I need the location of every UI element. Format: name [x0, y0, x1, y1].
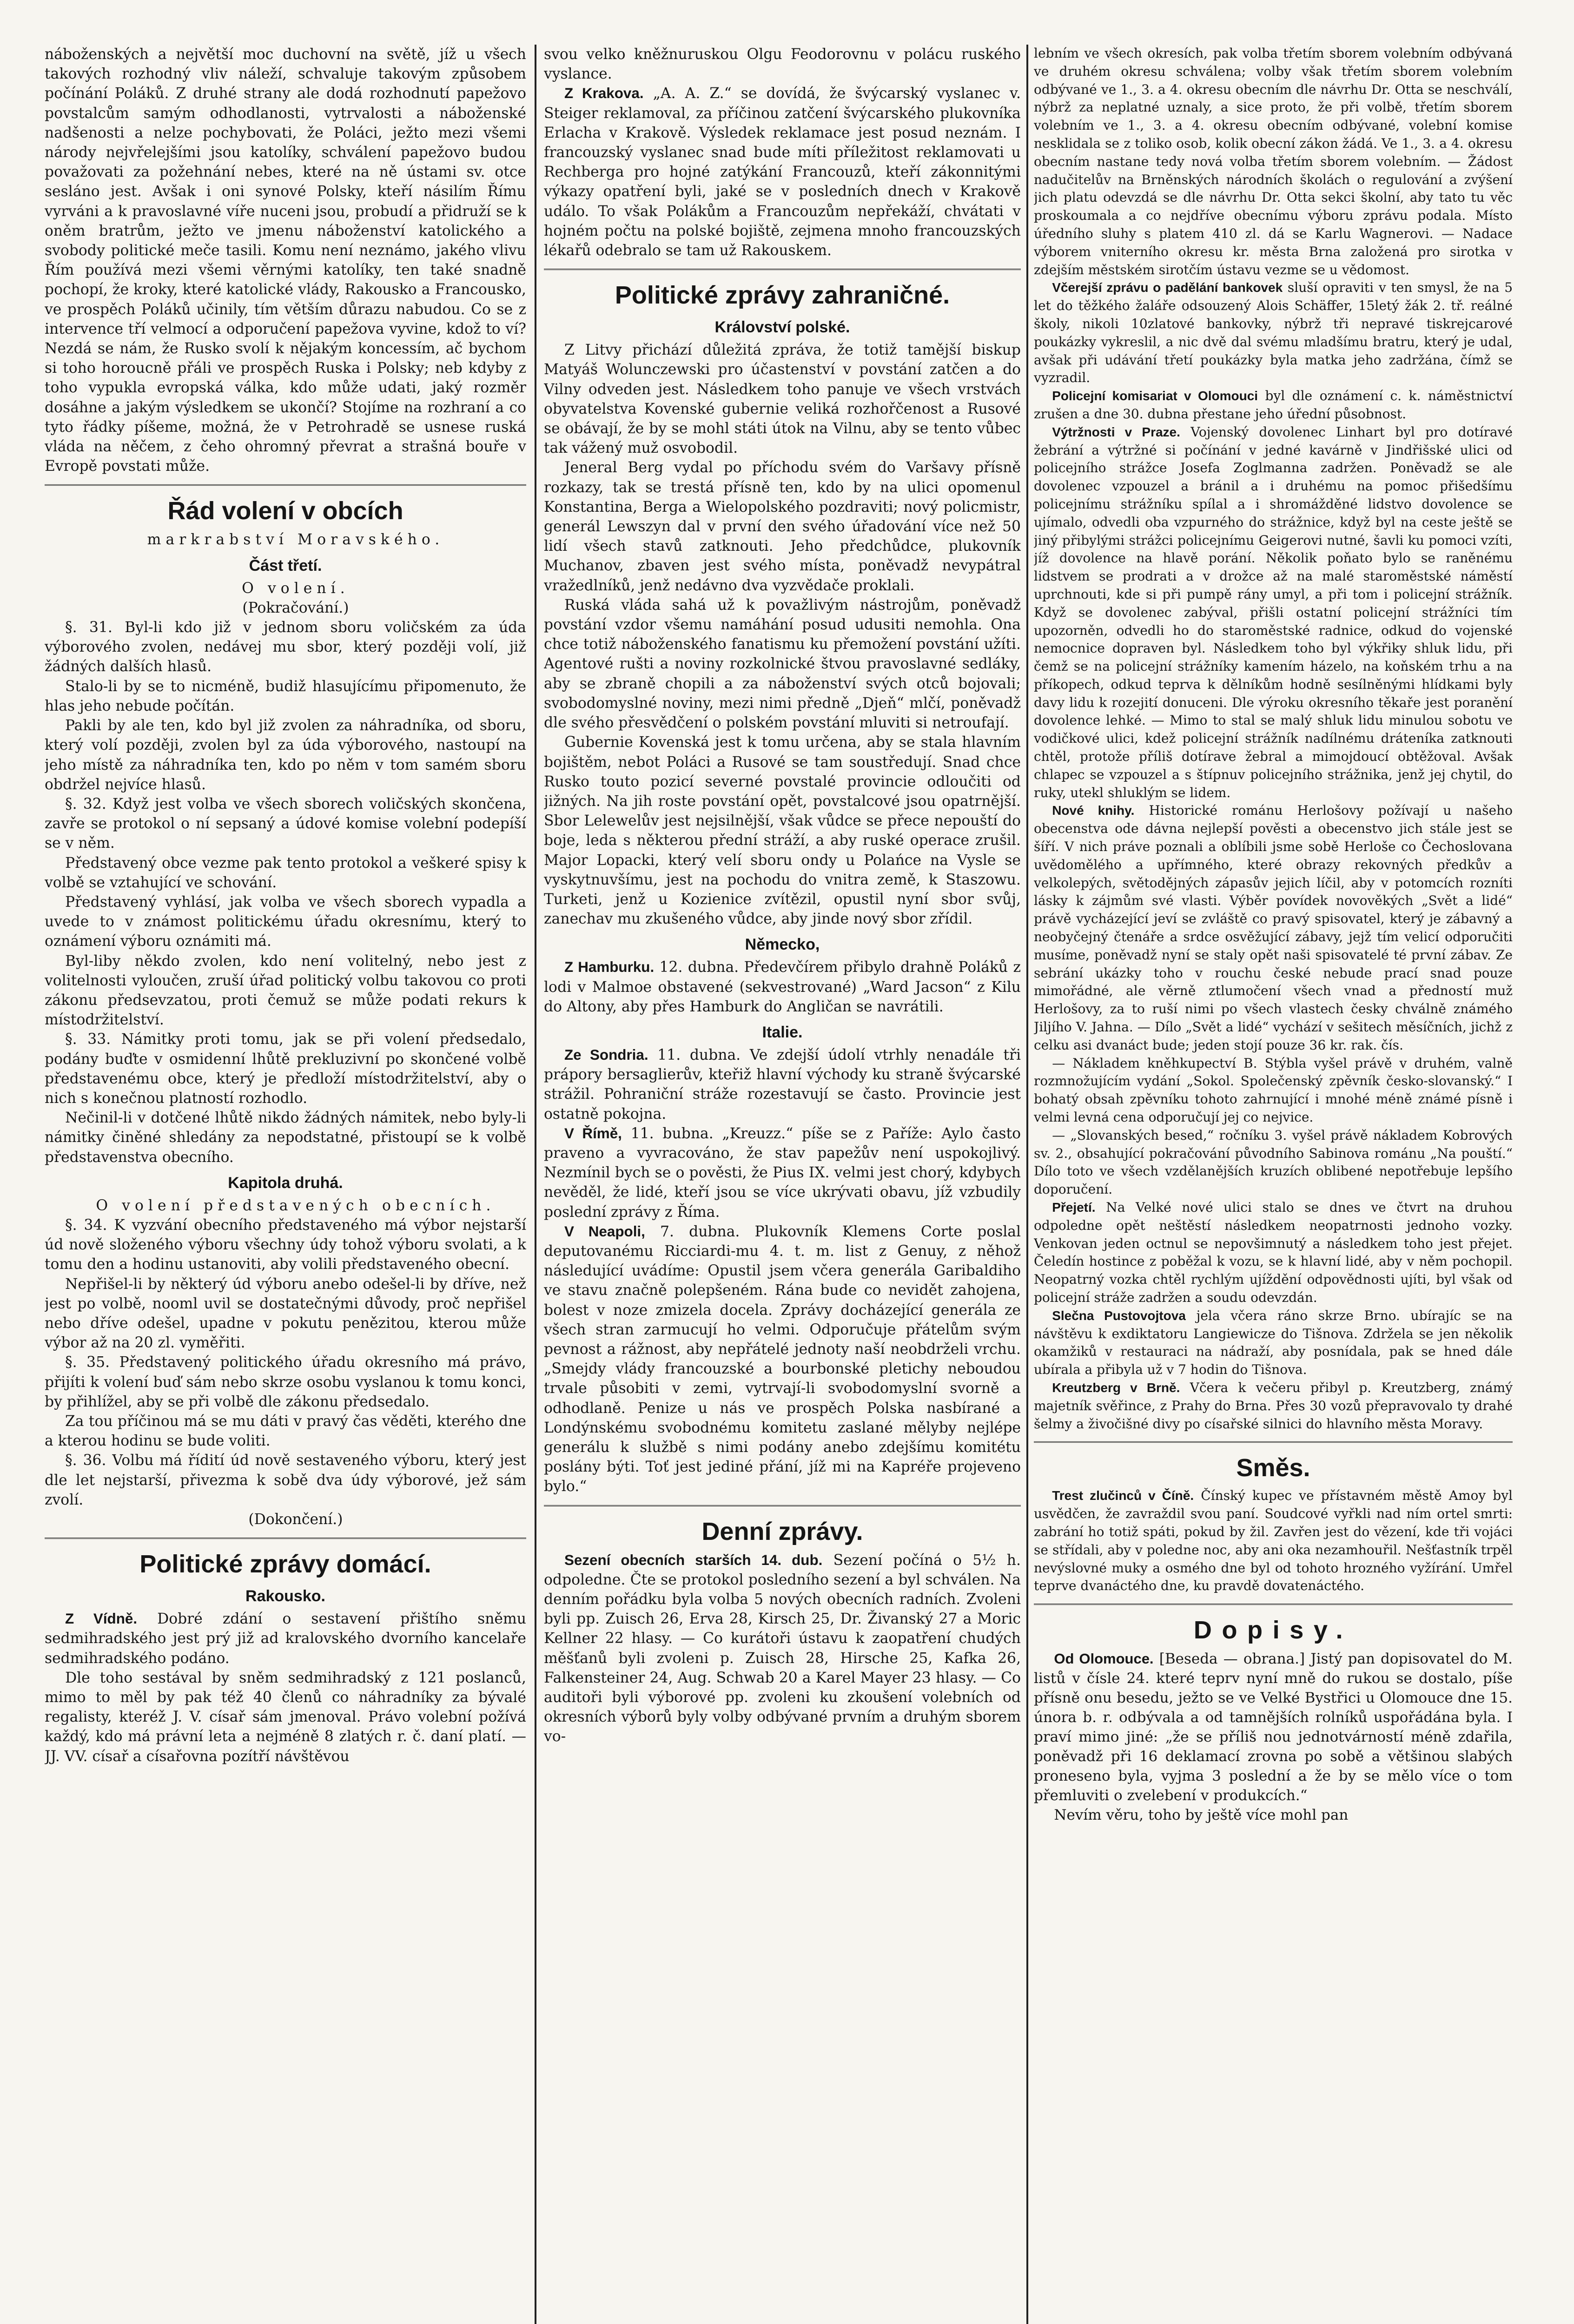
item-lead: Výtržnosti v Praze.	[1052, 424, 1180, 439]
paragraph: §. 35. Představený politického úřadu okresního má právo, přijíti k volení buď sám nebo skrze osobu vyslanou k tomu konci, by přihlížel, aby se při volbě dle zákonu předsedalo.	[45, 1354, 526, 1410]
section-title-misc: Směs.	[1236, 1454, 1310, 1482]
dateline: Z Hamburku.	[564, 959, 655, 976]
paragraph: §. 33. Námitky proti tomu, jak se při volení předsedalo, podány buďte v osmidenní lhůtě prekluzivní po skončené volbě představenému obce, který je předloží místodržitelství, aby o nich s konečnou platností rozhodlo.	[45, 1031, 526, 1107]
news-text: byl dle oznámení c. k. náměstnictví zrušen a dne 30. dubna přestane jeho úřední působnost.	[1034, 388, 1513, 422]
article-subtitle: markrabství Moravského.	[147, 531, 444, 548]
news-item	[1034, 1199, 1513, 1307]
item-lead: Včerejší zprávu o padělání bankovek	[1052, 280, 1283, 295]
news-text: „A. A. Z.“ se dovídá, že švýcarský vyslanec v. Steiger reklamoval, za příčinou zatčení švýcarského plukovníka Erlacha v Krakově. Výsledek reklamace jest posud neznám. I francouzský vyslanec snad bude míti příležitost reklamovati u Rechberga pro hojné zatýkání Francouzů, kteří zákonnitými výkazy opatření byli, jaké se v posledních dnech v Krakově událo. To však Polákům a Francouzům nepřekáží, chvátati v hojném počtu na polské bojiště, zejmena mnoho francouzských lékařů odebralo se tam už Rakouskem.	[544, 85, 1021, 259]
article-continuation: náboženských a největší moc duchovní na světě, jíž u všech takových rozhodný vliv náleží, schvaluje takovým způsobem počínání Poláků. Z druhé strany ale dodá rozhodnutí papežovo povstalcům samým odhodlanosti, vytrvalosti a náboženské nadšenosti a nelze pochybovati, že Poláci, ježto mezi všemi národy nejvřelejšími jsou katolíky, schválení papežovo budou považovati za požehnání nebes, které na ně ústami sv. otce sesláno jest. Avšak i oni synové Polsky, kteří násilím Římu vyrváni a k pravoslavné víře nuceni jsou, probudí a přidruží se k oněm bratrům, ježto ve jmenu náboženství katolického a svobody politické meče tasili. Komu není neznámo, jakého vlivu Řím používá mezi všemi věrnými katolíky, ten také snadně pochopí, že kroky, které katolické vlády, Rakousko a Francousko, ve prospěch Poláků učinily, tím větším důrazu nabudou. Co se z intervence tří velmocí a odporučení papežova vyvine, kdož to ví? Nezdá se nám, že Rusko svolí k nějakým koncessím, ač bychom si toho horoucně přáli ve prospěch Ruska i Polsky; neb kdyby z toho vypukla evropská válka, kdo může udati, jaký rozměr dosáhne a jakým výsledkem se ukončí? Stojíme na rozhraní a co tyto řádky píšeme, možná, že v Petrohradě se usnese ruská vláda na něčem, z čeho ohromný převrat a strašná bouře v Evropě povstati může.	[45, 46, 526, 475]
news-text: 7. dubna. Plukovník Klemens Corte poslal deputovanému Ricciardi-mu 4. t. m. list z Genuy, z něhož následující uvádíme: Opustil jsem včera generála Garibaldiho ve stavu značně polepšeném. Rána bude co nevidět zahojena, bolest v noze zmizela docela. Zprávy docházející generála ze všech stran zarmucují ho velmi. Odporučuje přátelům svým pevnost a rážnost, aby nepřátelé jednoty naší neobdrželi vrchu. „Smejdy vlády francouzské a bourbonské pletichy neboudou trvale působiti v zemi, vytrvají-li svobodomyslní svorně a odhodlaně. Penize u nás ve prospěch Polska nasbírané a Londýnskému svobodnému komitetu zaslané mělyby nejlépe generálu k službě s nimi podány anebo zdejšímu komitétu poslány býti. Toť jest jediné přání, jíž mi na Kapréře projeveno bylo.“	[544, 1223, 1021, 1495]
news-text: 11. dubna. Ve zdejší údolí vtrhly nenadále tři prápory bersaglierův, kteřiž hlavní východy ku straně švýcarské strážil. Pohraniční stráže rozestavují se často. Provincie jest ostatně pokojna.	[544, 1046, 1021, 1122]
news-text: 11. bubna. „Kreuzz.“ píše se z Paříže: Aylo často praveno a vyvracováno, že stav papežův není uspokojlivý. Nezmínil bych se o pověsti, že Pius IX. velmi jest chorý, kdybych nevěděl, že lidé, kteří jsou se více ukrývati obavu, jíž vzbudily poslední zprávy z Říma.	[544, 1125, 1021, 1221]
paragraph: Z Litvy přichází důležitá zpráva, že totiž tamější biskup Matyáš Wolunczewski pro účastenství v povstání zatčen a do Vilny odveden jest. Následkem toho panuje ve všech vrstvách obyvatelstva Kovenské gubernie veliká rozhořčenost a Rusové se obávají, že by se mohl státi útok na Vilnu, aby se tento vůbec tak vážený muž osvobodil.	[544, 342, 1021, 457]
article-continuation: lebním ve všech okresích, pak volba třetím sborem volebním odbývaná ve druhém okresu schválena; volby však třetím sborem volebním odbývané ve 1., 3. a 4. okresu obecním dle návrhu Dr. Otta se neschválí, nýbrž za neplatné uznaly, a sice proto, že při volbě, třetím sborem volebním ve 1., 3. a 4. okresu obecním odbývané, volební komise nesklidala se z toliko osob, kolik obecní zákon žádá. Ve 1., 3. a 4. okresu obecním nastane tedy nová volba třetím sborem volebním. — Žádost nadučitelův na Brněnských národních školách o regulování a zvýšení jich platu odevzdá se dle návrhu Dr. Otta sekci školní, aby tato tu věc proskoumala a co nejdříve obecnímu výboru zprávu podala. Místo úředního sluhy s platem 410 zl. dá se Karlu Wagnerovi. — Nadace výborem vniterního okresu kr. města Brna založená pro sirotka v zdejším městském sirotčím ústavu vezme se u vědomost.	[1034, 46, 1513, 277]
news-text: 12. dubna. Předevčírem přibylo drahně Poláků z lodi v Malmoe obstavené (sekvestrované) „Ward Jacson“ z Kilu do Altony, aby přes Hamburk do Angličan se navrátili.	[544, 959, 1021, 1015]
news-text: Čínský kupec ve přístavném městě Amoy byl usvědčen, že zavraždil svou paní. Soudcové vyřkli nad ním ortel smrti: zabrání ho totiž spáti, pokud by žil. Zavřen jest do vězení, kde tři vojáci se střídali, aby v poledne noc, aby ani oka nezamhouřil. Nešťastník trpěl nevýslovné muky a osmého dne byl od tohoto hrozného vyžírání. Umřel teprve dvanáctého dne, ku pravdě dovatenáctého.	[1034, 1488, 1513, 1594]
news-item	[1034, 387, 1513, 423]
news-item	[544, 1222, 1021, 1497]
news-item	[1034, 1487, 1513, 1595]
paragraph: Nepřišel-li by některý úd výboru anebo odešel-li by dříve, než jest po volbě, nooml uvil se dostatečnými důvody, proč nepřišel nebo dříve odešel, upadne v pokutu penězitou, kterou může výbor až na 20 zl. vyměřiti.	[45, 1275, 526, 1352]
news-item	[45, 1609, 526, 1668]
news-item	[1034, 1307, 1513, 1379]
paragraph: Jeneral Berg vydal po příchodu svém do Varšavy přísně rozkazy, tak se trestá přísně ten, kdo by na ulici opomenul Konstantina, Berga a Wielopolského pozdraviti; nový policmistr, generál Lewszyn dal v první den svého úřadování více než 50 lidí všech stavů zatknouti. Jeho předchůdce, plukovník Muchanov, zbaven jest svého místa, poněvadž nevypátral vražedlníků, jenž nedávno dva vyzvědače proklali.	[544, 459, 1021, 594]
news-item	[1034, 1379, 1513, 1433]
paragraph: Pakli by ale ten, kdo byl již zvolen za náhradníka, od sboru, který volí později, zvolen byl za úda výborového, nastoupí na jeho místě za náhradníka ten, kdo po něm v tom samém sboru obdržel nejvíce hlasů.	[45, 717, 526, 793]
news-item	[1034, 1055, 1513, 1127]
news-text: Včera k večeru přibyl p. Kreutzberg, známý majetník svěřince, z Prahy do Brna. Přes 30 vozů přepravovalo ty drahé šelmy a živočišné divy po císařské silnici do hlavního města Moravy.	[1034, 1380, 1513, 1432]
news-item	[1034, 423, 1513, 802]
item-lead: Slečna Pustovojtova	[1052, 1308, 1186, 1323]
news-text: — Nákladem kněhkupectví B. Stýbla vyšel právě v druhém, valně rozmnožujícím vydání „Sokol. Společenský zpěvník česko-slovanský.“ I bohatý obsah zpěvníku tohoto zahrnující i mnohé méně známé písně i velmi levná cena odporučují jej co nejvice.	[1034, 1055, 1513, 1125]
paragraph: Stalo-li by se to nicméně, budiž hlasujícímu připomenuto, že hlas jeho nebude počítán.	[45, 678, 526, 714]
chapter-subheading: O volení představených obecních.	[96, 1197, 496, 1214]
news-item	[544, 84, 1021, 260]
dateline: V Neapoli,	[564, 1223, 645, 1240]
paragraph: §. 34. K vyzvání obecního představeného má výbor nejstarší úd nově složeného výboru všechny údy tohož výboru svolati, a k tomu den a hodinu ustanoviti, aby volili představeného obecní.	[45, 1216, 526, 1273]
section-divider	[1034, 1441, 1513, 1445]
end-note: (Dokončení.)	[248, 1511, 343, 1528]
news-item	[1034, 1649, 1513, 1805]
paragraph: Za tou příčinou má se mu dáti v pravý čas věděti, kterého dne a kterou hodinu se bude voliti.	[45, 1413, 526, 1450]
dateline: Od Olomouce.	[1054, 1651, 1154, 1667]
section-divider	[45, 484, 526, 488]
news-item	[544, 1045, 1021, 1124]
section-divider	[544, 269, 1021, 272]
news-text: [Beseda — obrana.] Jistý pan dopisovatel do M. listů v čísle 24. které teprv nyní mně do rukou se dostalo, píše přísně onu besedu, ježto se ve Velké Bystřici u Olomouce dne 15. února b. r. odbývala a od tamnějších rolníků uspořádána byla. I praví mimo jiné: „že se příliš nou jednotvárností méně zdařila, poněvadž při 16 deklamací zrovna po sobě a většinou slabých proneseno byla, vyjma 3 poslední a že by se mělo více o tom přemluviti o zvelebení v produkcích.“	[1034, 1651, 1513, 1804]
news-item	[544, 957, 1021, 1017]
paragraph: §. 31. Byl-li kdo již v jednom sboru voličském za úda výborového zvolen, nedávej mu sbor, který později volí, již žádných dalších hlasů.	[45, 619, 526, 675]
news-item	[544, 1551, 1021, 1747]
dateline: Ze Sondria.	[564, 1046, 648, 1063]
dateline: Sezení obecních starších 14. dub.	[564, 1552, 823, 1568]
news-text: Historické románu Herlošovy požívají u našeho obecenstva ode dávna nejlepší pověsti a obecenstvo jich stále jest se šíří. V nich práve poznali a oblíbili jsme sobě Herloše co Čechoslovana uvědomělého a upřímného, které obrazy rekovných předkův a velkolepých, světodějných zápasův jejich líčil, aby v potomcích rozníti lásky k zájmům své vlasti. Výběr povídek novověkých „Svět a lidé“ právě vycházející jeví se zvláště co pravý spisovatel, který je zábavný a neobyčejný čtenáře a srdce osvěžující zábavy, jejž tím velicí odporučiti musíme, poněvadž nyní se staly opět naši spisovatelé té první zábav. Ze sebrání ukázky toho v rouchu české nebude prací snad pouze mimořádné, ale věrně ztlumočení všech vnad a předností muž Herlošovy, za to ruší nimi po všech vlastech česky chválně známého Jiljího V. Jahna. — Dílo „Svět a lidé“ vychází v sešitech měsíčních, jichž z celku asi dvanáct bude; jeden stojí pouze 36 kr. rak. čís.	[1034, 803, 1513, 1053]
paragraph: §. 32. Když jest volba ve všech sborech voličských skončena, zavře se protokol o ní sepsaný a údové komise volební podepíší se v něm.	[45, 795, 526, 852]
part-subheading: O volení.	[242, 580, 350, 597]
section-title-daily: Denní zprávy.	[701, 1517, 863, 1545]
news-item	[1034, 279, 1513, 387]
item-lead: Kreutzberg v Brně.	[1052, 1380, 1180, 1395]
item-lead: Trest zlučinců v Číně.	[1052, 1488, 1194, 1503]
dateline: Z Krakova.	[564, 85, 644, 102]
news-item	[1034, 802, 1513, 1054]
paragraph: Byl-liby někdo zvolen, kdo není volitelný, nebo jest z volitelnosti vyloučen, zruší úřad politický volbu takovou co proti zákonu předsevzatou, proti čemuž se může podati rekurs k místodržitelství.	[45, 952, 526, 1029]
section-title-domestic: Politické zprávy domácí.	[139, 1550, 431, 1578]
paragraph: Ruská vláda sahá už k považlivým nástrojům, poněvadž povstání vzdor všemu namáhání posud udusiti nemohla. Ona chce totiž náboženského fanatismu ku přemožení povstání užíti. Agentové rušti a noviny rozkolnické štvou pravoslavné sedláky, aby se zbraně chopili a za náboženství svých otců bojovali; svobodomyslné noviny, mezi nimi předně „Djeň“ mlčí, poněvadž dle svého přesvědčení o polském povstání mluviti si netroufají.	[544, 596, 1021, 732]
paragraph: §. 36. Volbu má řídití úd nově sestaveného výboru, který jest dle let nejstarší, přivezma k sobě dva údy výborové, jež sám zvolí.	[45, 1452, 526, 1508]
dateline: V Římě,	[564, 1125, 622, 1142]
column-rule	[1026, 45, 1028, 2324]
article-title: Řád volení v obcích	[167, 497, 403, 525]
column-1	[45, 45, 526, 2324]
section-divider	[1034, 1604, 1513, 1607]
section-divider	[544, 1505, 1021, 1509]
item-lead: Policejní komisariat v Olomouci	[1052, 389, 1258, 403]
region-heading: Italie.	[762, 1023, 803, 1041]
column-3	[1034, 45, 1513, 2324]
news-text: Sezení počíná o 5½ h. odpoledne. Čte se protokol posledního sezení a byl schválen. Na denním pořádku byla volba 5 nových obecních radních. Zvoleni byli pp. Zuisch 26, Erva 28, Kirsch 25, Dr. Živanský 27 a Moric Kellner 22 hlasy. — Co kurátoři ústavu k zaopatření chudých měšťanů byli zvoleni p. Zuisch 28, Hirsche 25, Kafka 26, Falkensteiner 24, Aug. Schwab 20 a Karel Mayer 23 hlasy. — Co auditoři byli výborové pp. zvoleni ku zkoušení volebních od okresních výborů byly volby odbývané prvním a druhým sborem vo-	[544, 1552, 1021, 1745]
section-divider	[45, 1538, 526, 1541]
continued-note: (Pokračování.)	[242, 599, 349, 616]
item-lead: Nové knihy.	[1052, 803, 1135, 818]
column-rule	[535, 45, 536, 2324]
section-title-foreign: Politické zprávy zahraničné.	[615, 281, 950, 310]
region-heading: Království polské.	[714, 318, 850, 337]
news-text: Vojenský dovolenec Linhart byl pro dotíravé žebrání a výtržné si počínání v jedné kavárně v Jindřišské ulici od policejního strážce Josefa Zoglmanna zadržen. Poněvadž se ale dovolenec vzpouzel a bránil a i druhému na pomoc přišedšímu policejnímu strážníku spílal a i shromážděné lidstvo dovolence se ujímalo, odvedli oba vzpurného do strážnice, když byl na ceste ještě se jiný přibylými strážci policejnímu Geigerovi nutné, šavli ku pomoci vzíti, jíž dovolence na hlavě porání. Několik poňato bylo se raněnému lidstvem se prodrati a v drožce až na malé staroměstské náměstí uprchnouti, kde si při pumpě rány umyl, a při tom i policejní strážník. Když se dovolenec zabýval, přišli ostatní policejní strážníci tím upozorněn, odvedli ho do staroměstské radnice, odkud do vojenské nemocnice dopraven byl. Následkem toho byl výkřiky shluk lidu, při čemž se na policejní strážníky kamením házelo, na koňském trhu a na příkopech, odkud teprva k dělníkům hodně sesílněnými hlídkami byly davy lidu k rozejití donuceni. Dle výroku okresního těkaře jest poranění dovolence lehké. — Mimo to stal se malý shluk lidu minulou sobotu ve vodičkové ulici, kdež policejní strážník nadílnému dráteníka zatknouti chtěl, protože příliš dotírave žebral a mimojdoucí obtěžoval. Avšak chlapec se vzpouzel a s štípnuv policejního strážnika, jenž jej chytil, do ruky, utekl shluklým se lidem.	[1034, 424, 1513, 800]
article-continuation: svou velko kněžnuruskou Olgu Feodorovnu v polácu ruského vyslance.	[544, 46, 1021, 83]
news-text: sluší opraviti v ten smysl, že na 5 let do těžkého žaláře odsouzený Alois Schäffer, 15letý žák 2. tř. reálné školy, nikoli 10zlatové bankovky, nýbrž tři nepravé tiskrejcarové poukázky vykreslil, a nic dvě dal svému mladšímu bratru, který je udal, avšak při udávání třetí poukázky byla matka jeho zadržána, čímž se vyzradil.	[1034, 280, 1513, 386]
section-title-letters: Dopisy.	[1193, 1616, 1353, 1644]
item-lead: Přejetí.	[1052, 1200, 1096, 1215]
news-text: jela včera ráno skrze Brno. ubírajíc se na návštěvu k exdiktatoru Langiewicze do Tišnova. Zdržela se jen několik okamžiků v restauraci na nádraží, aby posnídala, pak se hned dále ubírala a přibyla už v 7 hodin do Tišnova.	[1034, 1307, 1513, 1378]
column-2	[544, 45, 1021, 2324]
dateline: Z Vídně.	[65, 1611, 138, 1627]
paragraph: Nečinil-li v dotčené lhůtě nikdo žádných námitek, nebo byly-li námitky činěné shledány za nepodstatné, přistoupí se k volbě představenstva obecního.	[45, 1109, 526, 1166]
chapter-heading: Kapitola druhá.	[228, 1174, 343, 1192]
paragraph: Gubernie Kovenská jest k tomu určena, aby se stala hlavním bojištěm, nebot Poláci a Rusové se tam soustředují. Snad chce Rusko touto pozicí severné povstalé provincie odloučiti od jižných. Na jih roste povstání opět, povstalcové jsou opatrnější. Sbor Lelewelův jest nejsilnější, však vůdce se přece nepouští do boje, leda s některou přední stráží, a aby ruské operace zrušil. Major Lopacki, který velí sboru ondy u Polańce na Vysle se vyskytnuvšímu, jest na pochodu do vnitra země, k Staszowu. Turketi, jenž u Kozienice zvítězil, opustil nyní sbor svůj, zanechav mu zkušeného vůdce, aby jinde nový sbor zřídil.	[544, 734, 1021, 928]
region-heading: Německo,	[745, 936, 820, 954]
news-item	[544, 1124, 1021, 1222]
paragraph: Představený obce vezme pak tento protokol a veškeré spisy k volbě se vztahující ve schování.	[45, 854, 526, 891]
part-heading: Část třetí.	[249, 556, 322, 574]
news-text: Dobré zdání o sestavení přištího sněmu sedmihradského jest prý již ad kralovského dvorního kancelaře sedmihradského podáno.	[45, 1611, 526, 1667]
paragraph: Představený vyhlásí, jak volba ve všech sborech vypadla a uvede to v známost politickému úřadu okresnímu, který to oznámení výboru oznámiti má.	[45, 893, 526, 950]
news-text: — „Slovanských besed,“ ročníku 3. vyšel právě nákladem Kobrových sv. 2., obsahující pokračování původního Sabinova románu „Na pouští.“ Dílo toto ve všech vzdělanějších kruzích oblibené nepotřebuje lepšího doporučení.	[1034, 1127, 1513, 1197]
news-text: Na Velké nové ulici stalo se dnes ve čtvrt na druhou odpoledne opět neštěstí následkem neopatrnosti jednoho vozky. Venkovan jeden octnul se nepovšimnutý a následkem toho jest přejet. Čeledín hostince z poběžal k vozu, se k hlavní lidé, aby v něm pochopil. Neopatrný vozka chtěl rychlým ujíždění odpovědnosti ujíti, byl však od policejní stráže zadržen a soudu odevzdán.	[1034, 1200, 1513, 1305]
news-item	[1034, 1127, 1513, 1199]
region-heading: Rakousko.	[245, 1587, 325, 1605]
paragraph: Nevím věru, toho by ještě více mohl pan	[1054, 1807, 1349, 1824]
paragraph: Dle toho sestával by sněm sedmihradský z 121 poslanců, mimo to měl by pak též 40 členů co náhradníky za bývalé regalisty, kteréž J. V. císař sám jmenoval. Právo volební požívá každý, kdo má právní leta a nejméně 8 zlatých r. č. daní platí. — JJ. VV. císař a císařovna pozítří návštěvou	[45, 1669, 526, 1765]
